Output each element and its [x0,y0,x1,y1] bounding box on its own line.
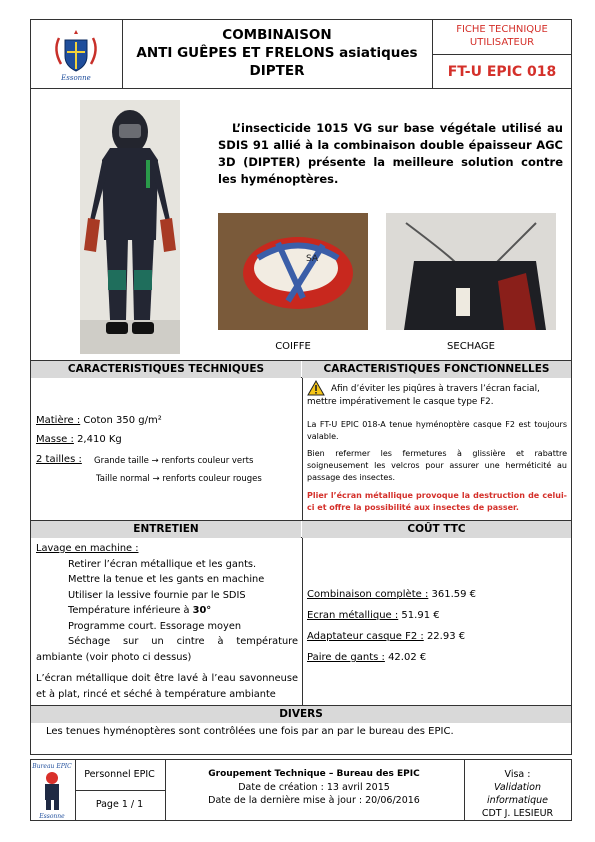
intro-text: L’insecticide 1015 VG sur base végétale utilisé au SDIS 91 allié à la combinaison double épaisseur AGC 3D (DIPTER) présente la meilleure solution contre les hyménoptères. [218,121,563,186]
masse-value: 2,410 Kg [73,434,122,445]
func-p3: Bien refermer les fermetures à glissière et rabattre soigneusement les velcros pour assurer une herméticité au passage des insectes. [307,449,567,482]
title-line-1: COMBINAISON [222,27,332,43]
func-p4-warning: Plier l’écran métallique provoque la destruction de celui-ci et offre la possibilité aux insectes de passer. [307,491,567,512]
fiche-line-1: FICHE TECHNIQUE [456,24,548,35]
divers-heading: DIVERS [31,706,571,723]
document-title [122,19,432,89]
footer-center [165,768,463,807]
epic-logo [31,760,74,820]
visa-signatory: CDT J. LESIEUR [481,808,554,819]
taille-normale: Taille normal → renforts couleur rouges [96,474,262,484]
sechage-caption: SECHAGE [447,341,495,352]
footer-personnel: Personnel EPIC [84,769,155,780]
firefighter-icon [31,760,74,820]
matiere-value: Coton 350 g/m² [80,415,162,426]
visa-label: Visa : [504,769,531,780]
coiffe-caption: COIFFE [275,341,311,352]
cout-list [307,584,569,668]
divers-text: Les tenues hyménoptères sont contrôlées une fois par an par le bureau des EPIC. [46,726,454,737]
sechage-image [386,213,556,330]
entretien-step-1: Retirer l’écran métallique et les gants. [68,558,257,570]
document-code: FT-U EPIC 018 [447,64,557,80]
taille-grande: Grande taille → renforts couleur verts [94,456,254,466]
svg-text:SA: SA [306,254,319,264]
func-p1: Afin d’éviter les piqûres à travers l’écran facial, mettre impérativement le casque type F2. [307,384,540,407]
masse-label: Masse : [36,434,74,445]
svg-text:Bureau EPIC: Bureau EPIC [32,763,72,770]
footer-maj: Date de la dernière mise à jour : 20/06/2016 [208,795,420,806]
sdis-shield-icon [41,24,111,84]
entretien-content [36,541,298,702]
cout-item-adaptateur: Adaptateur casque F2 : 22.93 € [307,631,466,642]
sdis-logo [30,19,122,89]
cout-heading: COÛT TTC [302,521,571,538]
sechage-photo [386,213,556,330]
entretien-heading: ENTRETIEN [31,521,301,538]
suit-photo [80,100,180,354]
suit-figure [80,100,180,354]
masse-line [36,433,296,447]
matiere-label: Matière : [36,415,81,426]
fiche-line-2: UTILISATEUR [469,37,535,48]
func-p2: La FT-U EPIC 018-A tenue hyménoptère casque F2 est toujours valable. [307,420,567,441]
entretien-step-4: Température inférieure à 30° [68,605,212,616]
footer-creation: Date de création : 13 avril 2015 [238,782,390,793]
matiere-line [36,414,296,428]
entretien-step-3: Utiliser la lessive fournie par le SDIS [68,589,246,601]
cout-item-gants: Paire de gants : 42.02 € [307,652,427,663]
footer-page: Page 1 / 1 [95,799,144,810]
entretien-ecran-note: L’écran métallique doit être lavé à l’eau savonneuse et à plat, rincé et séché à température ambiante [36,673,298,700]
tech-heading: CARACTERISTIQUES TECHNIQUES [31,361,301,378]
validation-label: Validation informatique [486,782,549,806]
lavage-label: Lavage en machine : [36,543,139,554]
svg-text:Essonne: Essonne [39,813,65,820]
entretien-step-2: Mettre la tenue et les gants en machine [68,574,265,585]
footer-groupement: Groupement Technique – Bureau des EPIC [208,769,420,779]
title-line-3: DIPTER [249,63,305,79]
tailles-label: 2 tailles : [36,454,82,465]
fiche-type [432,19,572,55]
cout-item-combinaison: Combinaison complète : 361.59 € [307,589,477,600]
func-heading: CARACTERISTIQUES FONCTIONNELLES [302,361,571,378]
cout-item-ecran: Ecran métallique : 51.91 € [307,610,440,621]
footer-visa [464,768,571,820]
entretien-step-5: Programme court. Essorage moyen [68,620,242,632]
title-line-2: ANTI GUÊPES ET FRELONS asiatiques [136,45,418,61]
coiffe-photo [218,213,368,330]
coiffe-image [218,213,368,330]
entretien-step-6: Séchage sur un cintre à température ambiante (voir photo ci dessus) [36,636,298,663]
svg-text:Essonne: Essonne [61,74,91,82]
